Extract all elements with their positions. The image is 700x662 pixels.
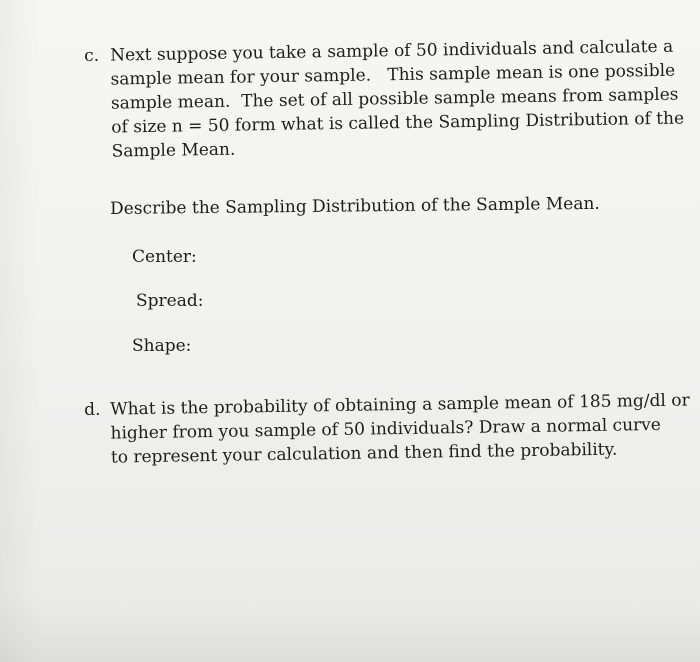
spread-label: Spread: xyxy=(136,291,204,311)
problem-d xyxy=(84,388,691,470)
problem-d-line-2: higher from you sample of 50 individuals? Draw a normal curve xyxy=(110,414,662,444)
problem-c-marker: c. xyxy=(84,45,100,66)
shape-label: Shape: xyxy=(132,336,192,356)
page-shadow-left xyxy=(0,0,40,662)
problem-d-line-3: to represent your calculation and then find the probability. xyxy=(110,439,618,468)
problem-c-line-1: Next suppose you take a sample of 50 individuals and calculate a xyxy=(110,36,674,66)
problem-c-line-3: sample mean. The set of all possible sample means from samples xyxy=(110,84,679,114)
page-shadow-bottom xyxy=(0,602,700,662)
problem-d-line-1: What is the probability of obtaining a sample mean of 185 mg/dl or xyxy=(110,390,690,420)
describe-prompt: Describe the Sampling Distribution of the Sample Mean. xyxy=(110,193,600,219)
problem-c-line-5: Sample Mean. xyxy=(111,139,236,162)
problem-d-marker: d. xyxy=(84,399,101,420)
problem-d-text xyxy=(110,388,691,469)
problem-c-text xyxy=(110,35,685,164)
problem-c xyxy=(84,35,685,164)
center-label: Center: xyxy=(132,247,197,267)
problem-c-line-2: sample mean for your sample. This sample mean is one possible xyxy=(110,60,676,90)
problem-c-line-4: of size n = 50 form what is called the Sampling Distribution of the xyxy=(111,108,685,138)
